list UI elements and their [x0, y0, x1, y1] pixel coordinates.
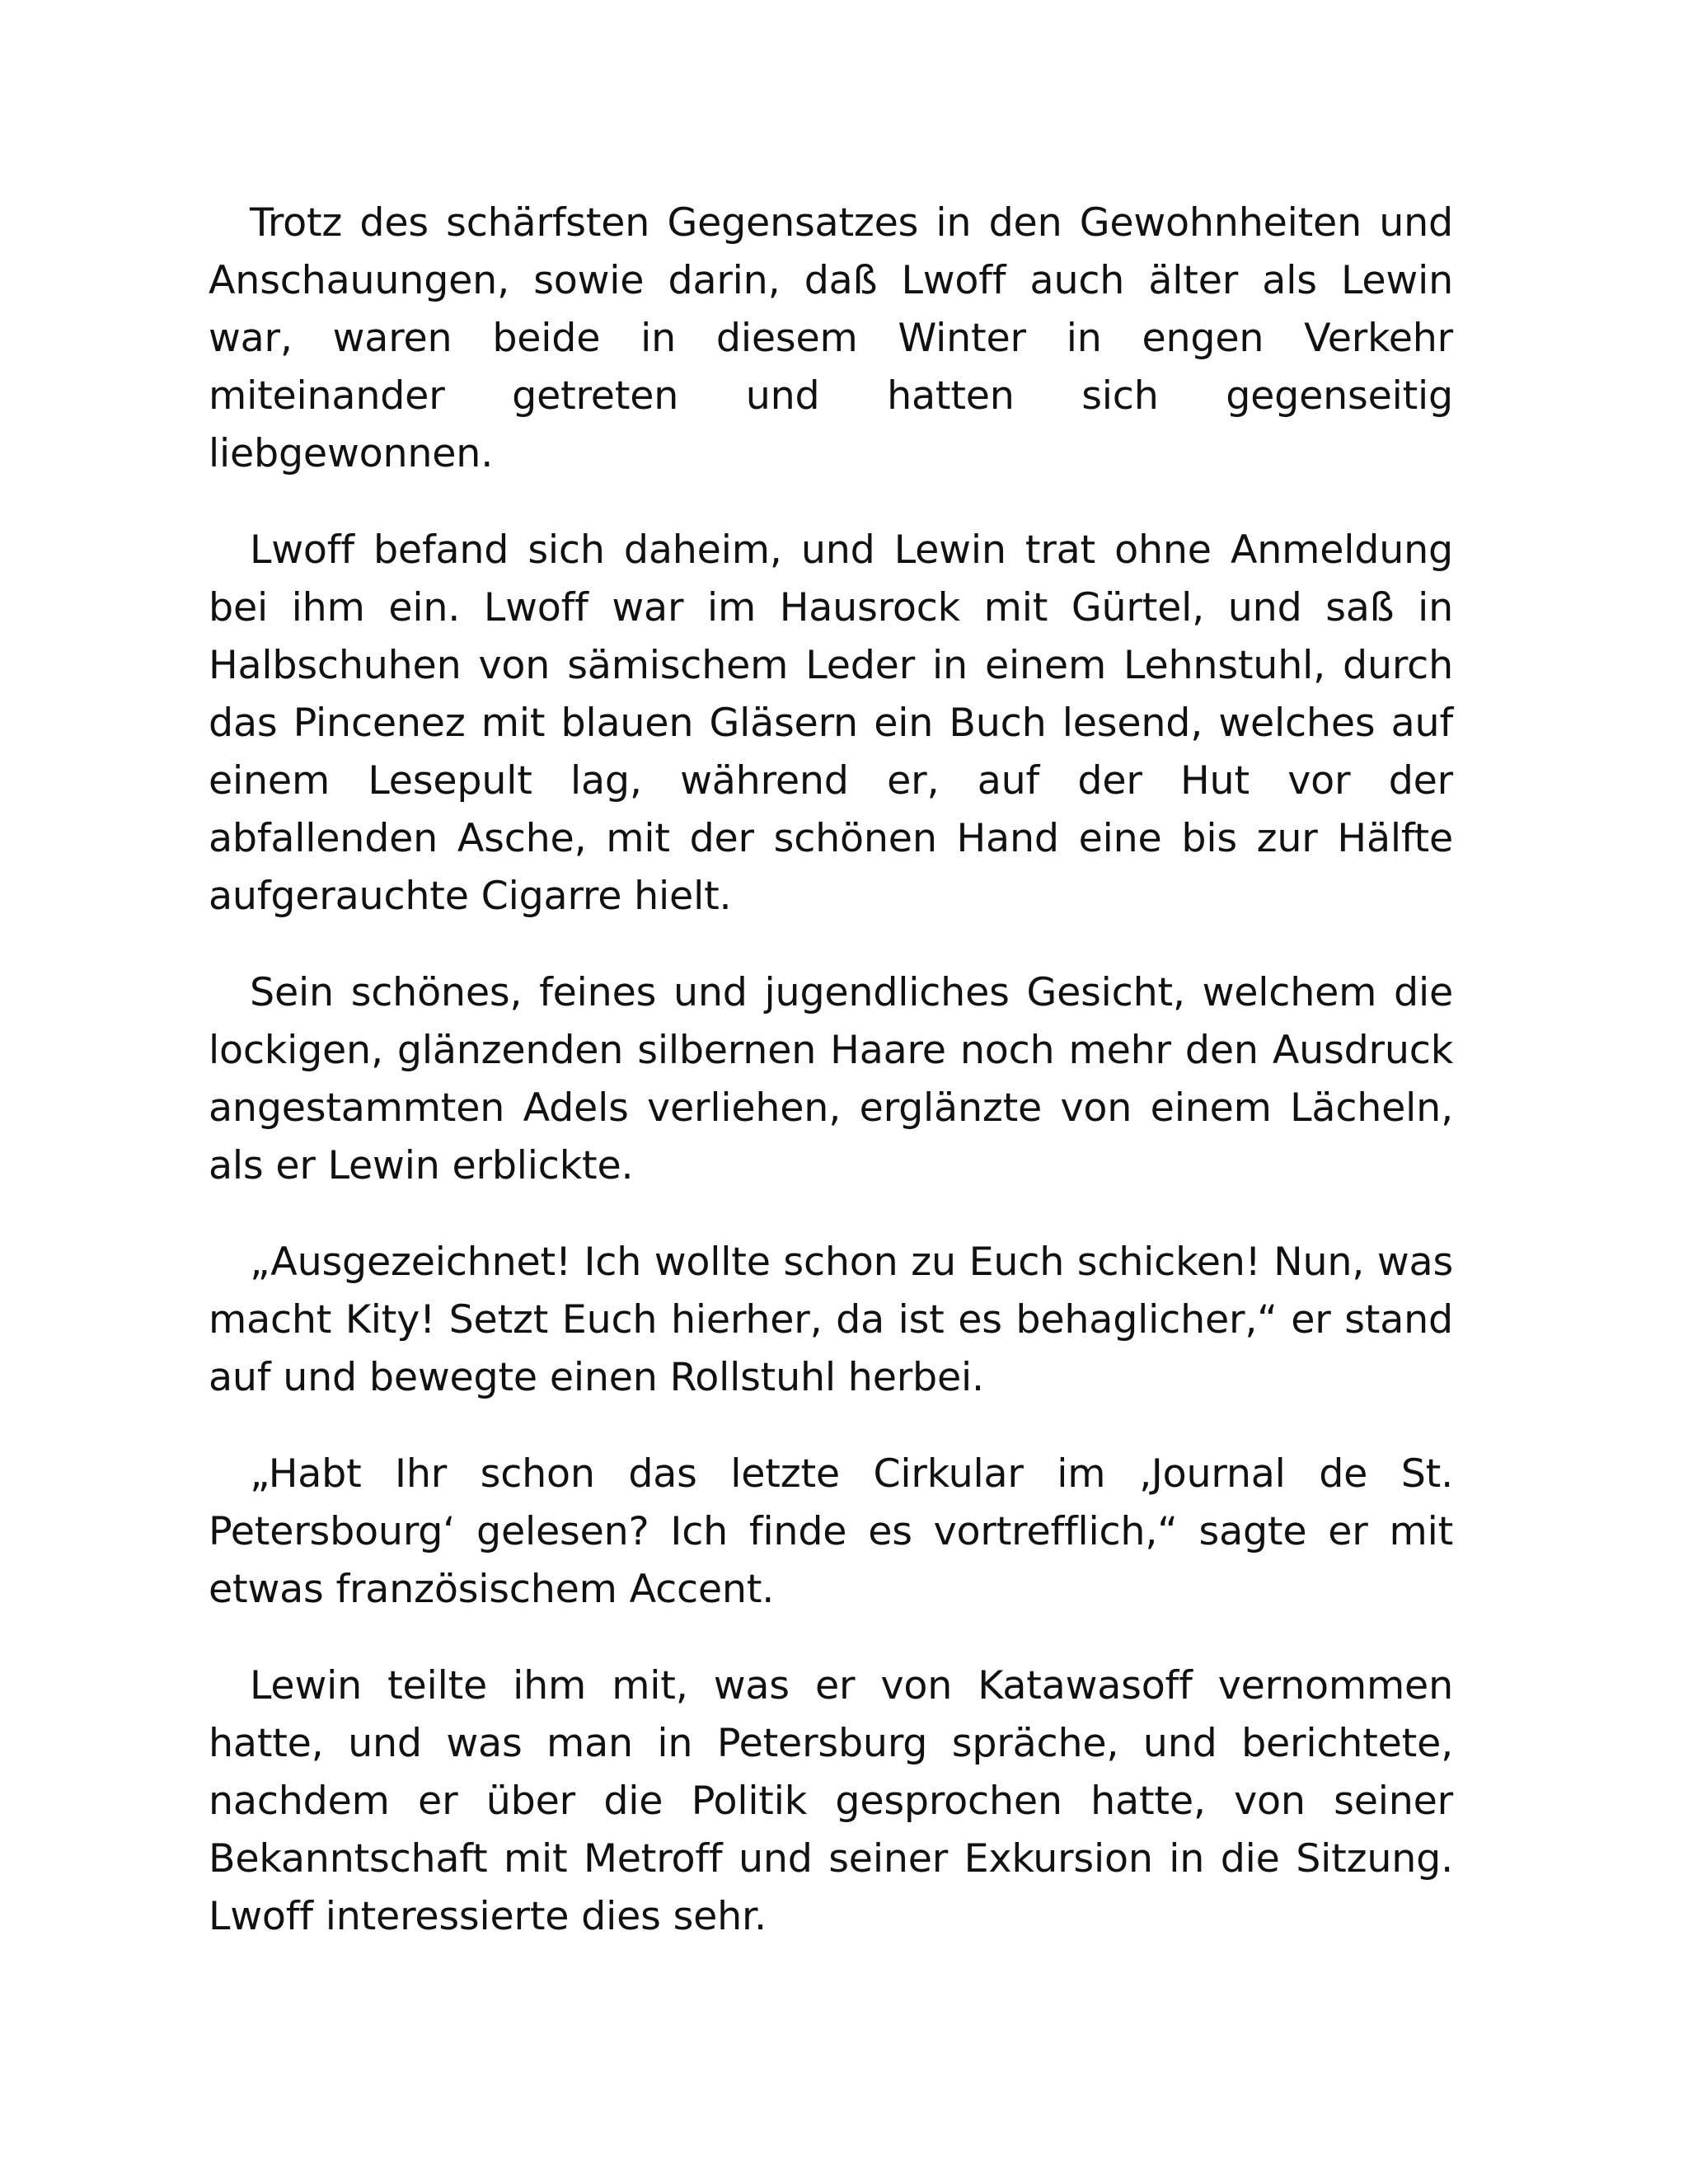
paragraph: „Ausgezeichnet! Ich wollte schon zu Euch schicken! Nun, was macht Kity! Setzt Euch hierher, da ist es behaglicher,“ er stand auf und bewegte einen Rollstuhl herbei.: [209, 1240, 1453, 1400]
paragraph: Sein schönes, feines und jugendliches Gesicht, welchem die lockigen, glänzenden silbernen Haare noch mehr den Ausdruck angestammten Adels verliehen, erglänzte von einem Lächeln, als er Lewin erblickte.: [209, 970, 1453, 1188]
paragraph: Trotz des schärfsten Gegensatzes in den Gewohnheiten und Anschauungen, sowie darin, daß Lwoff auch älter als Lewin war, waren beide in diesem Winter in engen Verkehr miteinander getreten und hatten sich gegenseitig liebgewonnen.: [209, 200, 1453, 476]
paragraph: Lwoff befand sich daheim, und Lewin trat ohne Anmeldung bei ihm ein. Lwoff war im Hausrock mit Gürtel, und saß in Halbschuhen von sämischem Leder in einem Lehnstuhl, durch das Pincenez mit blauen Gläsern ein Buch lesend, welches auf einem Lesepult lag, während er, auf der Hut vor der abfallenden Asche, mit der schönen Hand eine bis zur Hälfte aufgerauchte Cigarre hielt.: [209, 527, 1453, 919]
paragraph: Lewin teilte ihm mit, was er von Katawasoff vernommen hatte, und was man in Petersburg spräche, und berichtete, nachdem er über die Politik gesprochen hatte, von seiner Bekanntschaft mit Metroff und seiner Exkursion in die Sitzung. Lwoff interessierte dies sehr.: [209, 1663, 1453, 1939]
document-body: [209, 194, 1453, 1985]
paragraph: „Habt Ihr schon das letzte Cirkular im ‚Journal de St. Petersbourg‘ gelesen? Ich finde es vortrefflich,“ sagte er mit etwas französischem Accent.: [209, 1451, 1453, 1612]
